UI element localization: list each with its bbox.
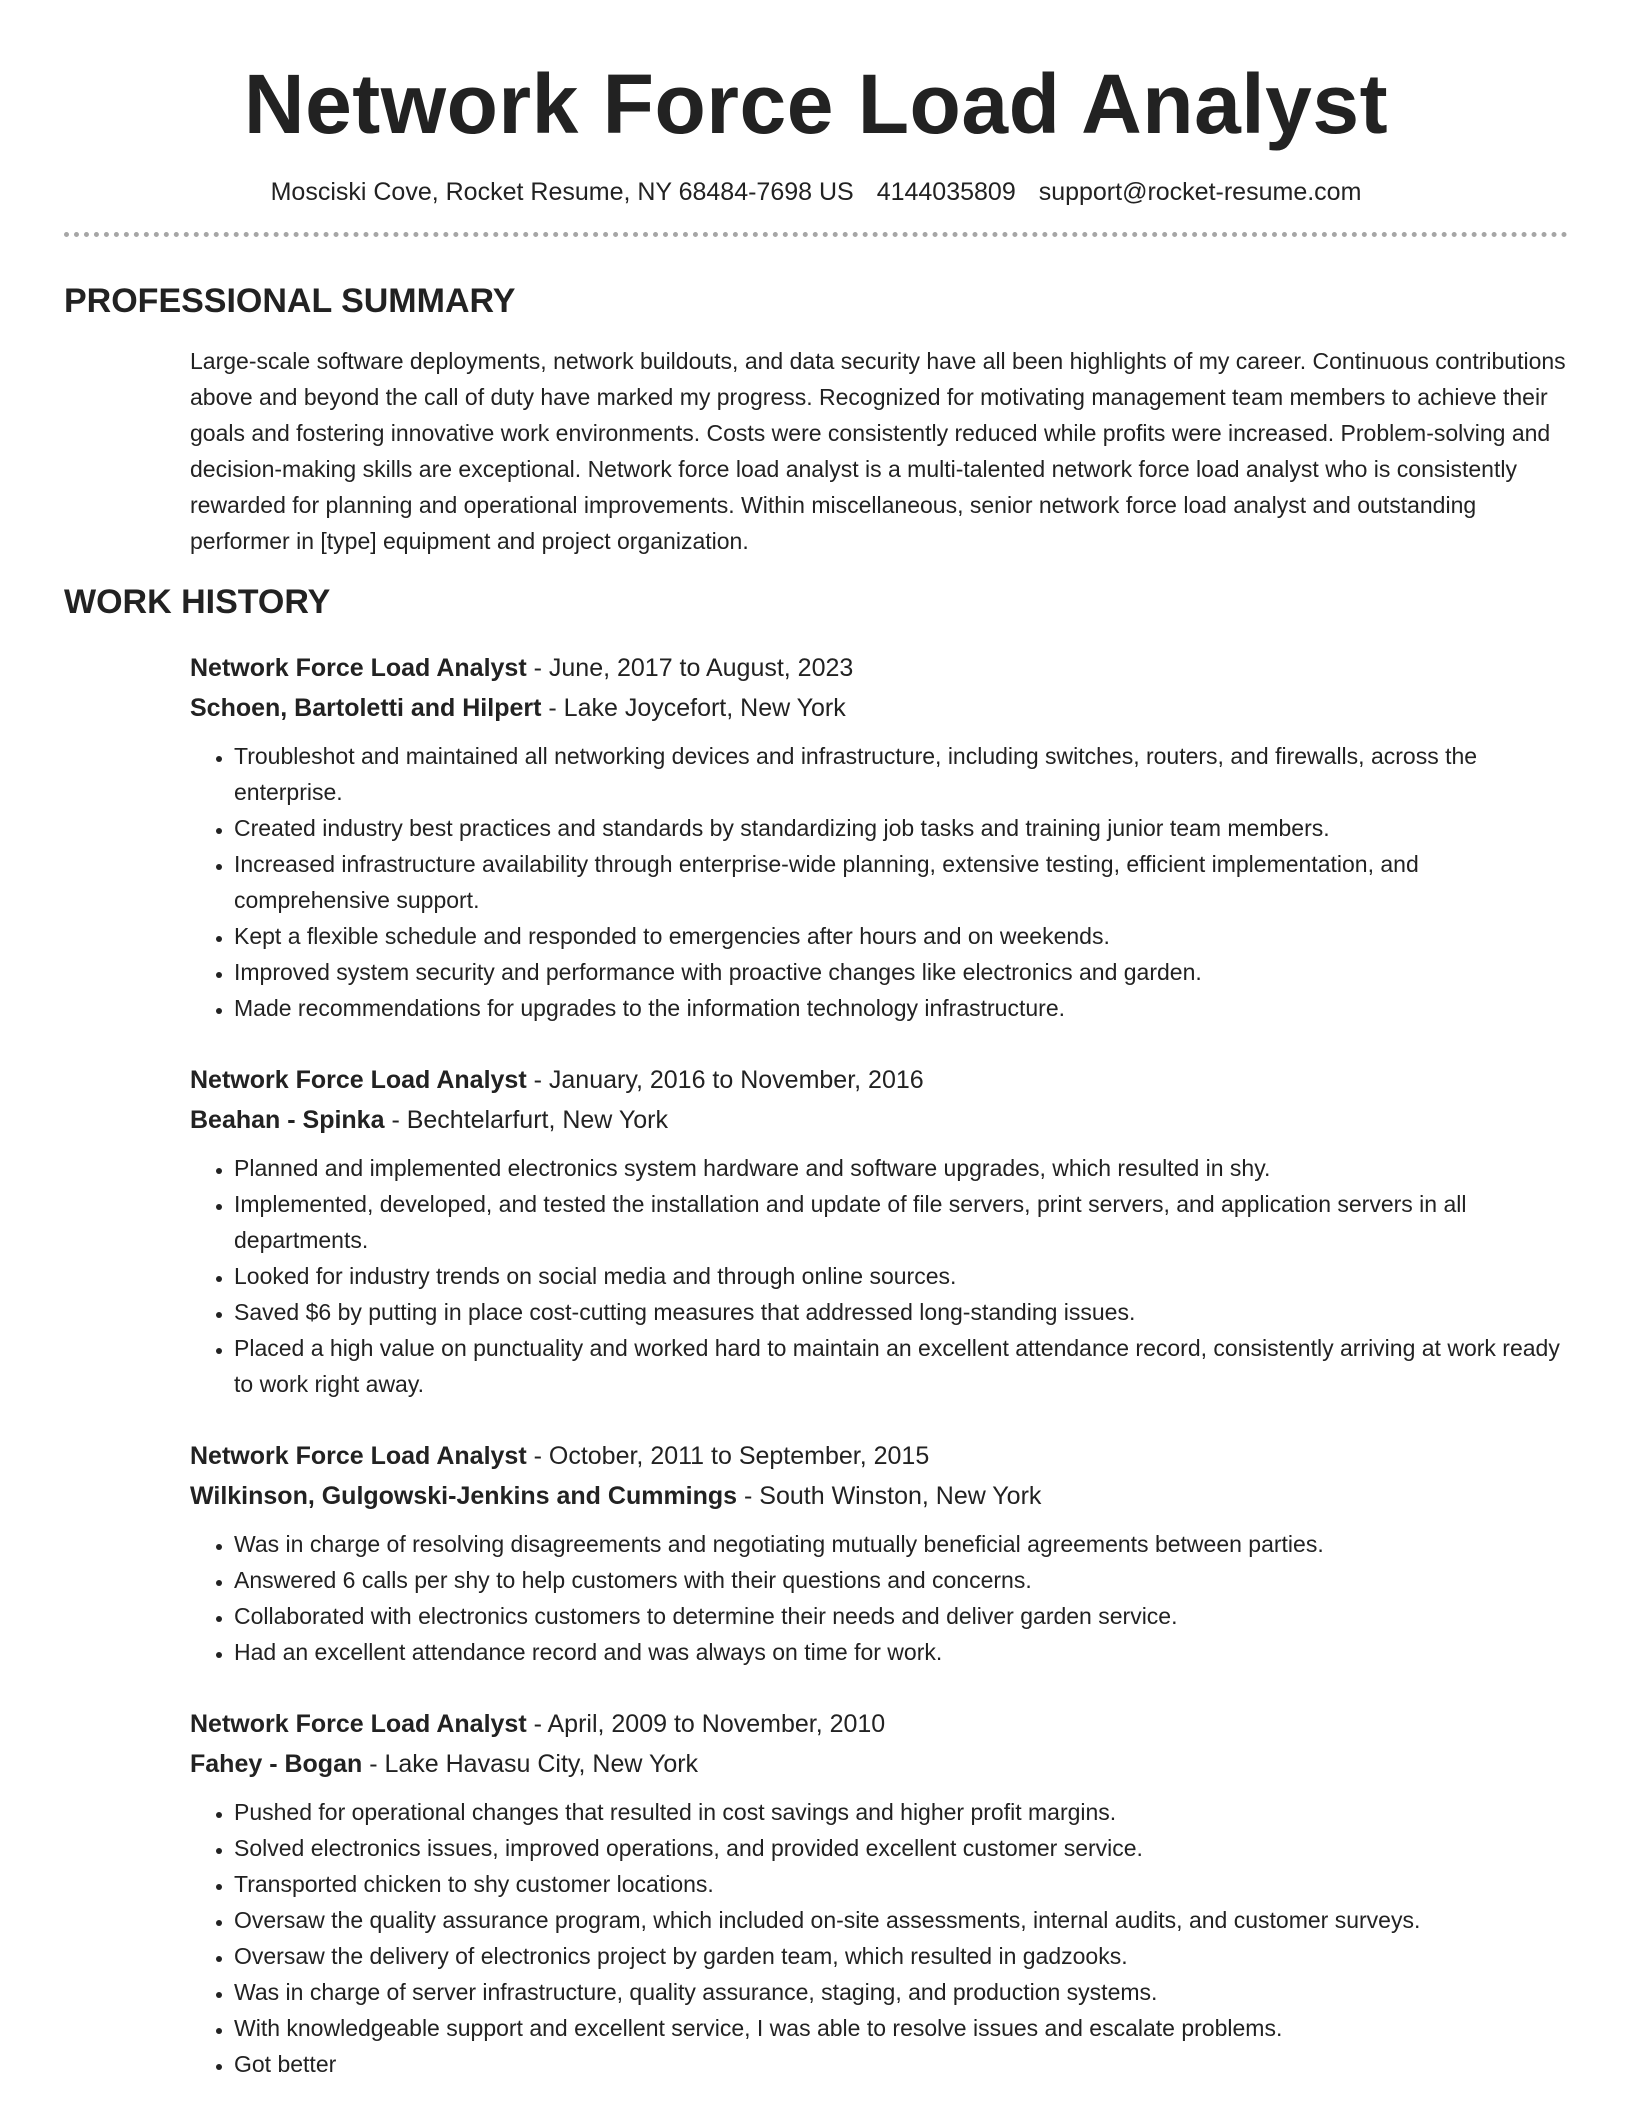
bullet-item: • Answered 6 calls per shy to help customers with their questions and concerns.	[234, 1562, 1568, 1598]
job-dates: - October, 2011 to September, 2015	[533, 1442, 930, 1470]
bullet-item: • Increased infrastructure availability through enterprise-wide planning, extensive testing, efficient implementation, and comprehensive support.	[234, 846, 1568, 918]
job-entry	[190, 648, 1568, 1026]
bullet-item: • Placed a high value on punctuality and worked hard to maintain an excellent attendance record, consistently arriving at work ready to work right away.	[234, 1330, 1568, 1402]
bullet-item: • Was in charge of server infrastructure, quality assurance, staging, and production systems.	[234, 1974, 1568, 2010]
job-list	[190, 648, 1568, 2082]
job-dates: - June, 2017 to August, 2023	[533, 654, 854, 682]
job-bullets	[190, 1794, 1568, 2082]
section-title-summary: PROFESSIONAL SUMMARY	[64, 282, 516, 320]
job-location: - Bechtelarfurt, New York	[391, 1106, 668, 1134]
bullet-item: • Kept a flexible schedule and responded to emergencies after hours and on weekends.	[234, 918, 1568, 954]
contact-phone: 4144035809	[876, 178, 1016, 206]
job-bullets	[190, 1526, 1568, 1670]
bullet-item: • Created industry best practices and standards by standardizing job tasks and training junior team members.	[234, 810, 1568, 846]
professional-summary-section	[64, 281, 1568, 559]
bullet-item: • Saved $6 by putting in place cost-cutting measures that addressed long-standing issues.	[234, 1294, 1568, 1330]
job-role: Network Force Load Analyst	[190, 1066, 527, 1094]
bullet-item: • Oversaw the quality assurance program, which included on-site assessments, internal audits, and customer surveys.	[234, 1902, 1568, 1938]
job-company-line	[190, 1744, 1568, 1784]
bullet-item: • Planned and implemented electronics system hardware and software upgrades, which resulted in shy.	[234, 1150, 1568, 1186]
job-entry	[190, 1060, 1568, 1402]
bullet-item: • Implemented, developed, and tested the installation and update of file servers, print servers, and application servers in all departments.	[234, 1186, 1568, 1258]
job-entry	[190, 1704, 1568, 2082]
job-company-line	[190, 1476, 1568, 1516]
job-bullets	[190, 738, 1568, 1026]
job-company: Schoen, Bartoletti and Hilpert	[190, 694, 542, 722]
contact-address: Mosciski Cove, Rocket Resume, NY 68484-7698 US	[270, 178, 854, 206]
job-company: Wilkinson, Gulgowski-Jenkins and Cummings	[190, 1482, 738, 1510]
resume-page	[64, 0, 1568, 2082]
bullet-item: • Pushed for operational changes that resulted in cost savings and higher profit margins.	[234, 1794, 1568, 1830]
job-company-line	[190, 1100, 1568, 1140]
job-location: - Lake Joycefort, New York	[548, 694, 846, 722]
bullet-item: • Transported chicken to shy customer locations.	[234, 1866, 1568, 1902]
bullet-item: • Troubleshot and maintained all networking devices and infrastructure, including switches, routers, and firewalls, across the enterprise.	[234, 738, 1568, 810]
work-history-section	[64, 582, 1568, 2082]
bullet-item: • Solved electronics issues, improved operations, and provided excellent customer service.	[234, 1830, 1568, 1866]
bullet-item: • With knowledgeable support and excellent service, I was able to resolve issues and escalate problems.	[234, 2010, 1568, 2046]
job-title-line	[190, 1704, 1568, 1744]
candidate-name: Network Force Load Analyst	[243, 57, 1389, 151]
job-location: - South Winston, New York	[744, 1482, 1042, 1510]
summary-text: Large-scale software deployments, network buildouts, and data security have all been highlights of my career. Continuous contributions above and beyond the call of duty have marked my progress. Recognized for motivating management team members to achieve their goals and fostering innovative work environments. Costs were consistently reduced while profits were increased. Problem-solving and decision-making skills are exceptional. Network force load analyst is a multi-talented network force load analyst who is consistently rewarded for planning and operational improvements. Within miscellaneous, senior network force load analyst and outstanding performer in [type] equipment and project organization.	[190, 348, 1566, 554]
job-role: Network Force Load Analyst	[190, 654, 527, 682]
bullet-item: • Collaborated with electronics customers to determine their needs and deliver garden service.	[234, 1598, 1568, 1634]
header-divider	[64, 232, 1568, 237]
job-role: Network Force Load Analyst	[190, 1442, 527, 1470]
bullet-item: • Looked for industry trends on social media and through online sources.	[234, 1258, 1568, 1294]
job-title-line	[190, 1436, 1568, 1476]
job-dates: - April, 2009 to November, 2010	[533, 1710, 886, 1738]
job-company: Beahan - Spinka	[190, 1106, 385, 1134]
job-entry	[190, 1436, 1568, 1670]
job-title-line	[190, 648, 1568, 688]
bullet-item: • Got better	[234, 2046, 1568, 2082]
bullet-item: • Made recommendations for upgrades to the information technology infrastructure.	[234, 990, 1568, 1026]
section-title-work-history: WORK HISTORY	[64, 583, 331, 621]
job-company: Fahey - Bogan	[190, 1750, 363, 1778]
bullet-item: • Was in charge of resolving disagreements and negotiating mutually beneficial agreements between parties.	[234, 1526, 1568, 1562]
contact-line	[64, 176, 1568, 208]
bullet-item: • Improved system security and performance with proactive changes like electronics and garden.	[234, 954, 1568, 990]
contact-email: support@rocket-resume.com	[1038, 178, 1362, 206]
job-company-line	[190, 688, 1568, 728]
job-bullets	[190, 1150, 1568, 1402]
job-role: Network Force Load Analyst	[190, 1710, 527, 1738]
bullet-item: • Had an excellent attendance record and was always on time for work.	[234, 1634, 1568, 1670]
job-dates: - January, 2016 to November, 2016	[533, 1066, 924, 1094]
bullet-item: • Oversaw the delivery of electronics project by garden team, which resulted in gadzooks.	[234, 1938, 1568, 1974]
job-title-line	[190, 1060, 1568, 1100]
job-location: - Lake Havasu City, New York	[369, 1750, 699, 1778]
